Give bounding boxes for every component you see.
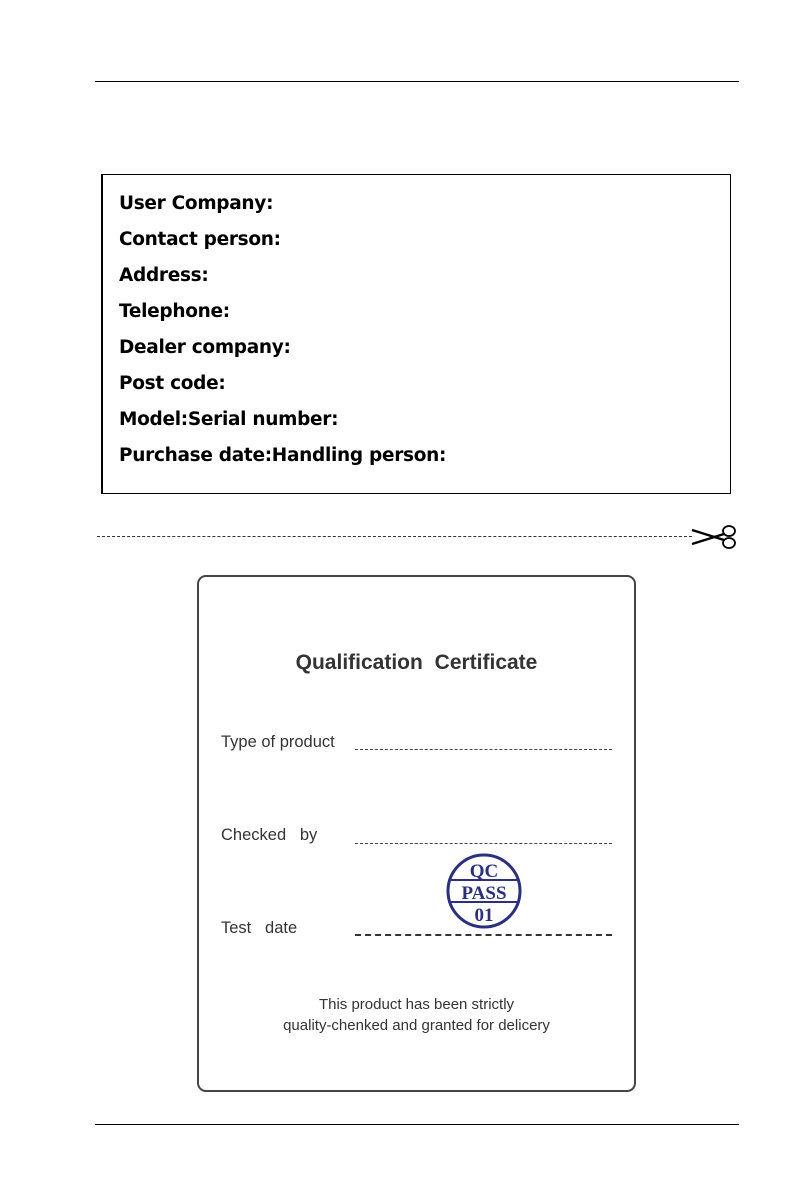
telephone-label: Telephone: bbox=[119, 301, 230, 322]
certificate-note-line-2: quality-chenked and granted for delicery bbox=[283, 1017, 550, 1034]
certificate-title: Qualification Certificate bbox=[295, 651, 538, 674]
footer-rule bbox=[95, 1124, 739, 1125]
user-company-label: User Company: bbox=[119, 193, 274, 214]
post-code-label: Post code: bbox=[119, 373, 226, 394]
qc-pass-stamp bbox=[445, 853, 523, 929]
address-label: Address: bbox=[119, 265, 209, 286]
contact-person-label: Contact person: bbox=[119, 229, 281, 250]
stamp-bottom-text: 01 bbox=[474, 905, 494, 926]
model-serial-label: Model:Serial number: bbox=[119, 409, 339, 430]
cut-line bbox=[97, 536, 692, 537]
registration-form-box bbox=[101, 174, 731, 494]
type-of-product-field bbox=[355, 749, 612, 750]
type-of-product-label: Type of product bbox=[221, 733, 335, 751]
checked-by-field bbox=[355, 843, 612, 844]
test-date-label: Test date bbox=[221, 919, 298, 937]
dealer-company-label: Dealer company: bbox=[119, 337, 291, 358]
qualification-certificate bbox=[197, 575, 636, 1092]
purchase-date-label: Purchase date:Handling person: bbox=[119, 445, 447, 466]
scissors-icon bbox=[690, 524, 738, 550]
certificate-note-line-1: This product has been strictly bbox=[318, 996, 515, 1013]
certificate-note bbox=[199, 994, 634, 1036]
header-rule bbox=[95, 81, 739, 82]
stamp-middle-text: PASS bbox=[461, 883, 507, 904]
stamp-top-text: QC bbox=[469, 861, 499, 882]
checked-by-label: Checked by bbox=[221, 826, 318, 844]
test-date-field bbox=[355, 934, 612, 936]
